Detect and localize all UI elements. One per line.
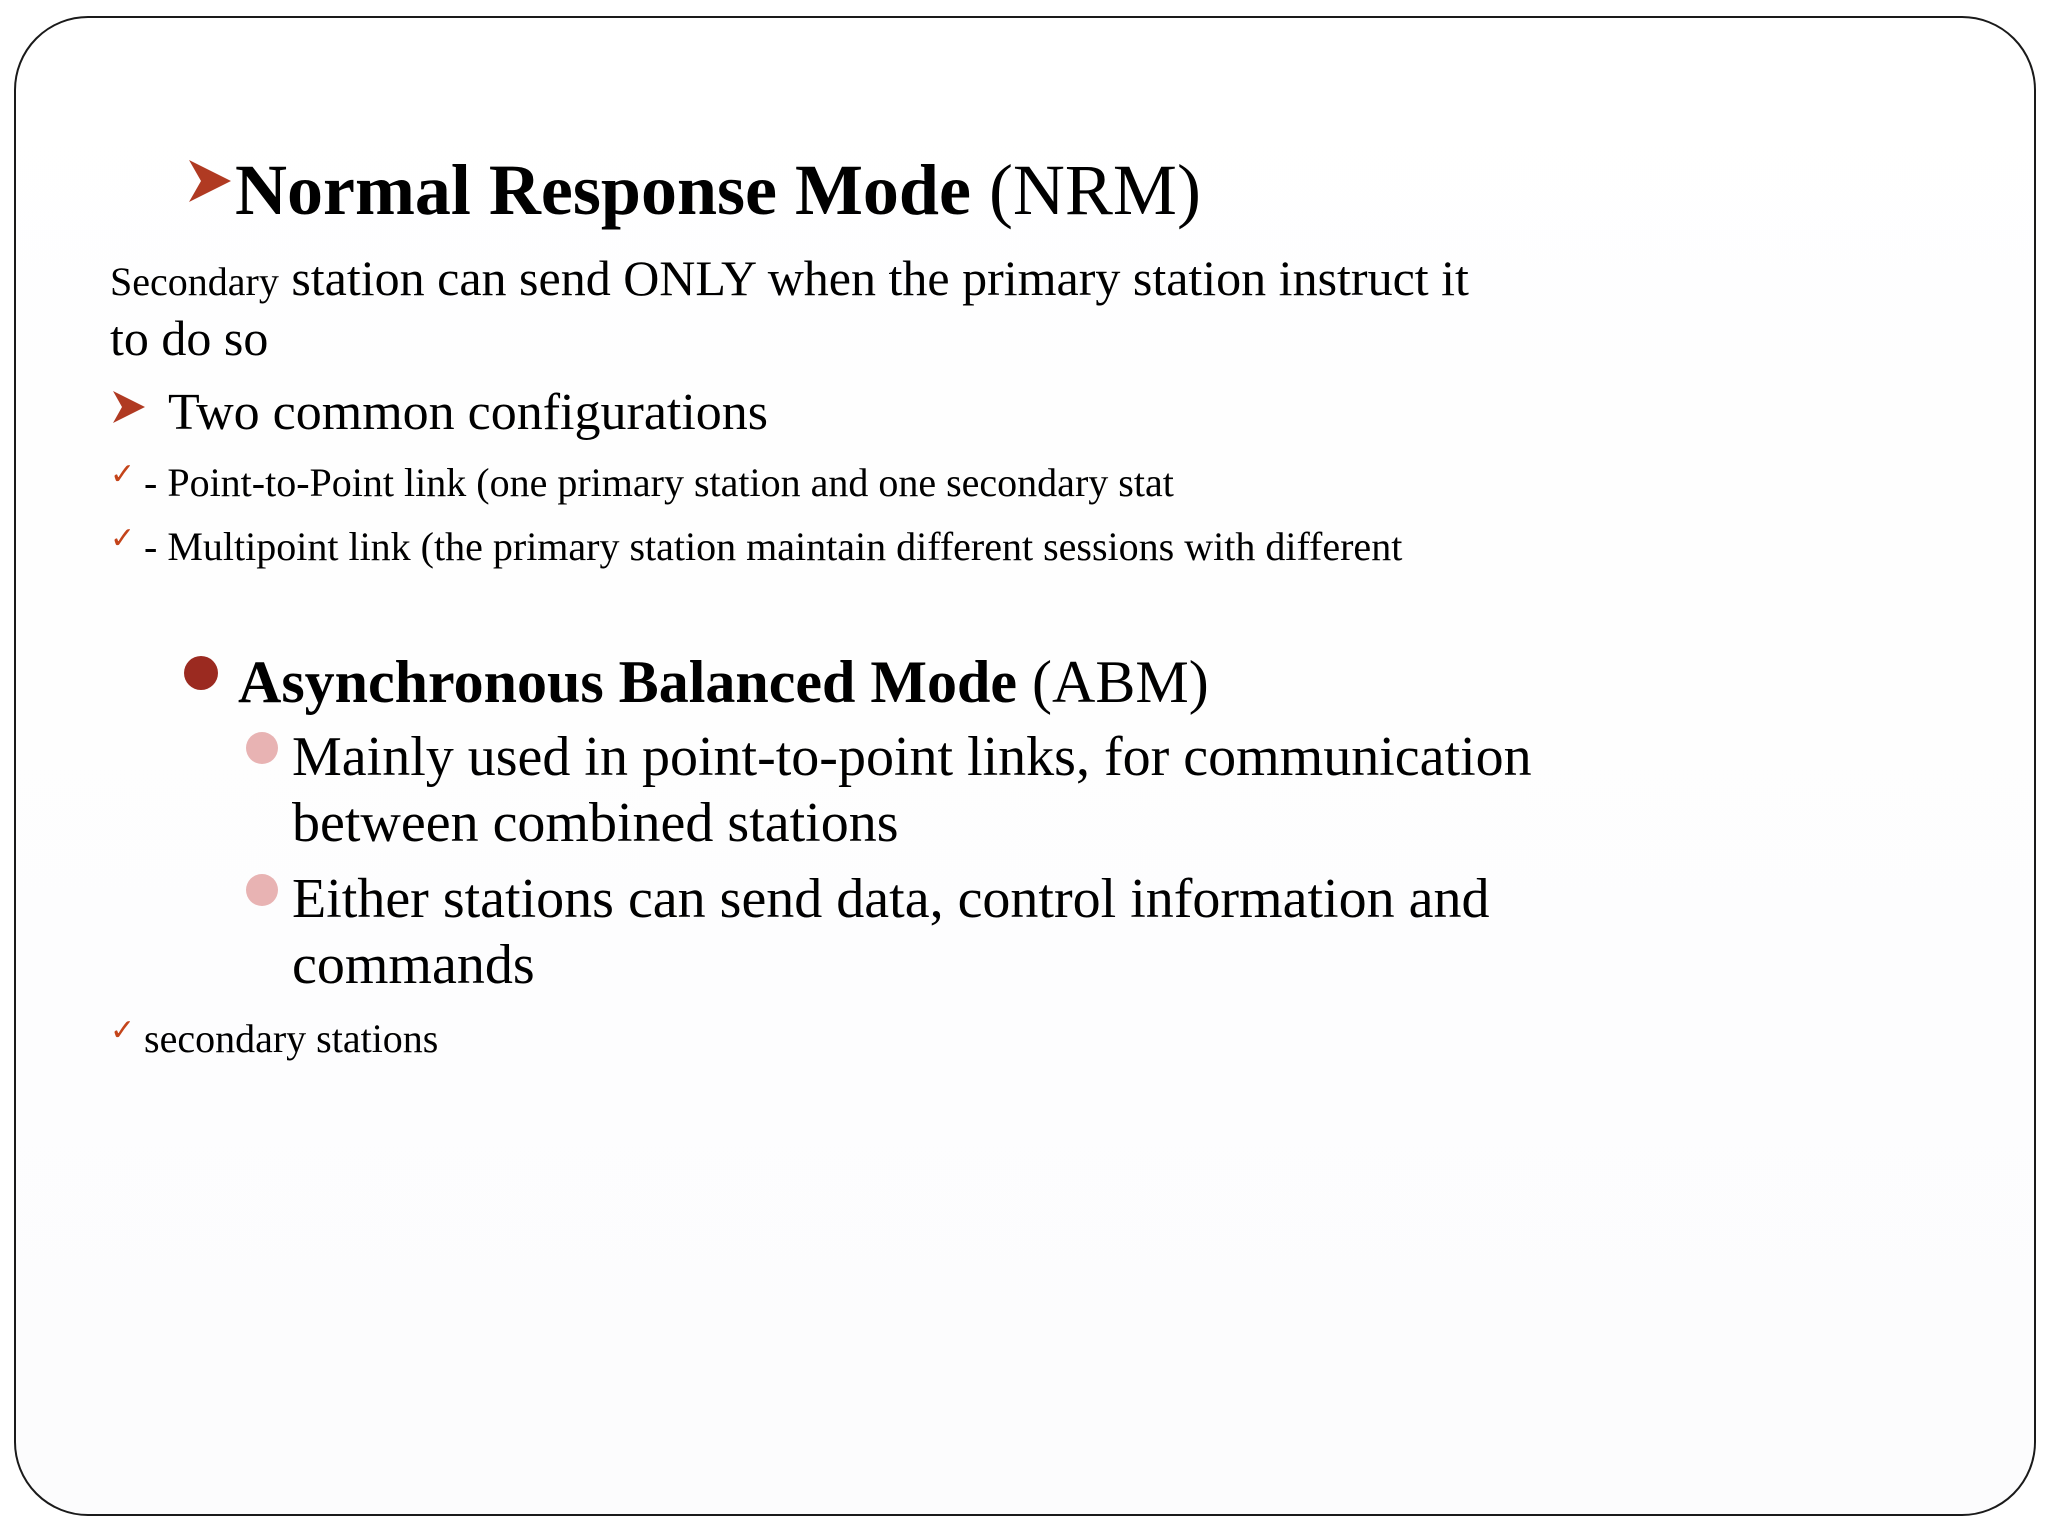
abm-abbrev: (ABM)	[1032, 649, 1209, 715]
check-item-secondary	[110, 1014, 438, 1064]
dot-icon	[246, 732, 278, 764]
abm-item-2	[246, 866, 1489, 932]
check-item-multipoint	[110, 522, 1402, 572]
check-text: - Multipoint link (the primary station maintain different sessions with different	[144, 524, 1403, 569]
dot-icon	[246, 874, 278, 906]
arrowhead-icon	[185, 156, 235, 206]
check-item-point-to-point	[110, 458, 1174, 508]
abm-title: Asynchronous Balanced Mode	[238, 649, 1018, 715]
abm-item-1	[246, 724, 1532, 790]
nrm-title: Normal Response Mode	[235, 150, 971, 230]
nrm-desc-first-word: Secondary	[110, 259, 279, 304]
abm-item-1-line1: Mainly used in point-to-point links, for communication	[292, 726, 1532, 788]
configs-item	[110, 382, 768, 444]
nrm-heading	[185, 148, 1201, 232]
check-text: secondary stations	[144, 1016, 439, 1061]
checkmark-icon: ✓	[110, 522, 136, 555]
arrowhead-icon	[110, 388, 148, 426]
abm-item-2-line2: commands	[292, 934, 535, 996]
abm-item-1-line2: between combined stations	[292, 792, 899, 854]
nrm-description-line2: to do so	[110, 310, 269, 366]
checkmark-icon: ✓	[110, 458, 136, 491]
nrm-desc-text: station can send ONLY when the primary station instruct it	[291, 250, 1469, 306]
dot-icon	[184, 656, 218, 690]
nrm-abbrev: (NRM)	[988, 150, 1201, 230]
nrm-description	[110, 248, 1469, 312]
abm-item-2-line1: Either stations can send data, control information and	[292, 868, 1490, 930]
checkmark-icon: ✓	[110, 1014, 136, 1047]
configs-label: Two common configurations	[168, 384, 769, 441]
check-text: - Point-to-Point link (one primary station and one secondary stat	[144, 460, 1174, 505]
abm-heading	[184, 646, 1209, 718]
